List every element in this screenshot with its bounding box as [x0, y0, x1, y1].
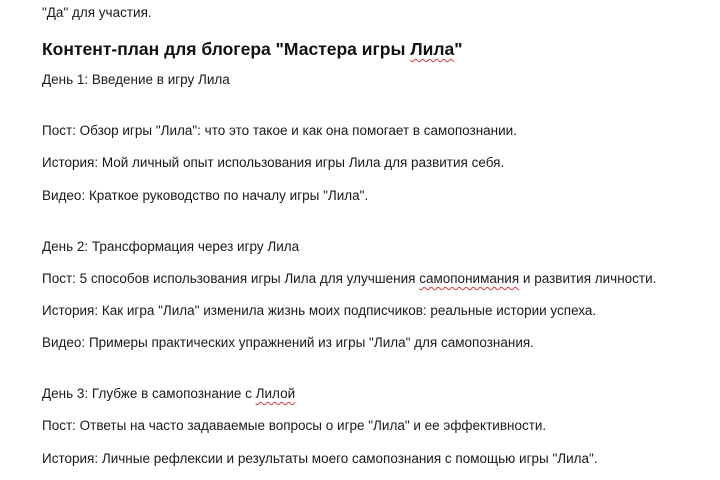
day-1-story: История: Мой личный опыт использования игры Лила для развития себя.: [42, 155, 505, 170]
day-2-post: [42, 270, 656, 288]
heading-text: Контент-план для блогера "Мастера игры: [42, 39, 411, 59]
spellcheck-flagged-word: Лила: [410, 39, 455, 59]
day-3-post: Пост: Ответы на часто задаваемые вопросы о игре "Лила" и ее эффективности.: [42, 418, 547, 433]
day-1-video: Видео: Краткое руководство по началу игры "Лила".: [42, 188, 369, 203]
day-2-title: День 2: Трансформация через игру Лила: [42, 239, 300, 254]
day-2-video: Видео: Примеры практических упражнений из игры "Лила" для самопознания.: [42, 335, 534, 350]
intro-fragment: "Да" для участия.: [42, 5, 152, 20]
spellcheck-flagged-word: самопонимания: [419, 271, 520, 286]
day-2-post-text: Пост: 5 способов использования игры Лила для улучшения: [42, 271, 420, 286]
day-1-title: День 1: Введение в игру Лила: [42, 72, 230, 87]
day-2-post-text-end: и развития личности.: [519, 271, 657, 286]
spellcheck-flagged-word: Лилой: [255, 386, 296, 401]
day-3-title: [42, 385, 295, 403]
day-3-title-text: День 3: Глубже в самопознание с: [42, 386, 256, 401]
day-2-story: История: Как игра "Лила" изменила жизнь моих подписчиков: реальные истории успеха.: [42, 303, 597, 318]
document-heading: [42, 38, 463, 60]
day-3-story: История: Личные рефлексии и результаты моего самопознания с помощью игры "Лила".: [42, 451, 598, 466]
day-1-post: Пост: Обзор игры "Лила": что это такое и как она помогает в самопознании.: [42, 123, 517, 138]
heading-text-end: ": [454, 39, 463, 59]
